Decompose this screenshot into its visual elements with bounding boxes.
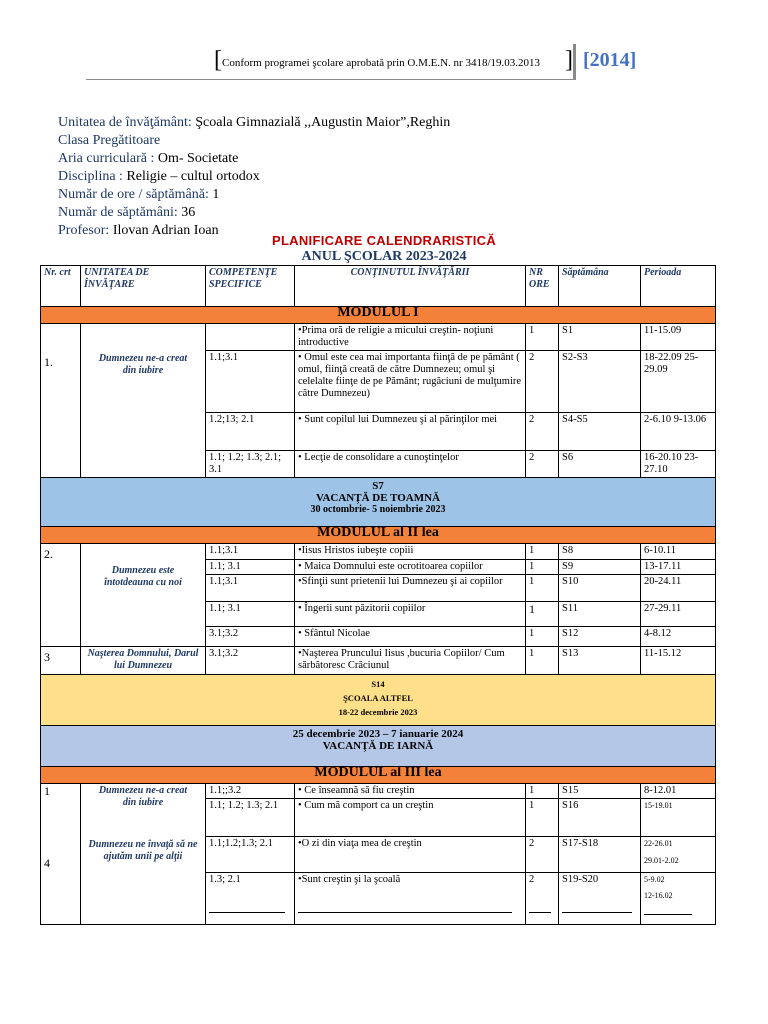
module-3-title: MODULUL al III lea (41, 767, 716, 784)
competence-cell: 1.1; 3.1 (206, 560, 295, 575)
period-cell: 6-10.11 (641, 544, 716, 560)
week-cell: S1 (559, 324, 641, 351)
period-cell: 11-15.09 (641, 324, 716, 351)
competence-cell (206, 324, 295, 351)
content-cell: •Naşterea Pruncului Iisus ,bucuria Copiilor/ Cum sărbătoresc Crăciunul (295, 647, 526, 675)
winter-vacation-row (41, 726, 716, 767)
period-cell: 11-15.12 (641, 647, 716, 675)
blank-line (529, 900, 555, 913)
week-cell: S15 (559, 784, 641, 799)
page-title: PLANIFICARE CALENDRARISTICĂ (271, 233, 497, 248)
period-cell: 22-26.01 29.01-2.02 (641, 837, 716, 873)
module-2-title: MODULUL al II lea (41, 527, 716, 544)
content-cell: • Ce înseamnă să fiu creştin (295, 784, 526, 799)
col-period: Perioada (641, 266, 716, 307)
week-cell: S2-S3 (559, 351, 641, 413)
class-line: Clasa Pregătitoare (58, 133, 161, 148)
col-hours: NR ORE (526, 266, 559, 307)
competence-cell: 1.1;3.1 (206, 544, 295, 560)
competence-cell: 1.1;;3.2 (206, 784, 295, 799)
week-cell: S6 (559, 451, 641, 478)
page-subtitle: ANUL ŞCOLAR 2023-2024 (301, 249, 467, 264)
hours-cell: 1 (526, 560, 559, 575)
unit-name: Dumnezeu ne-a creat din iubire (81, 324, 206, 478)
discipline-line: Disciplina : Religie – cultul ortodox (58, 169, 260, 184)
hours-cell: 1 (526, 602, 559, 627)
competence-cell: 1.3; 2.1 (206, 873, 295, 925)
table-row (41, 544, 716, 560)
blank-line (644, 902, 712, 915)
module-row (41, 307, 716, 324)
unit-name: Dumnezeu ne-a creat din iubire (98, 785, 188, 808)
content-cell: • Omul este cea mai importanta fiinţă de pe pământ ( omul, fiinţă creată de către Dumnezeu; omul şi celelalte fiinţe de pe Pământ; rugăciuni de mulţumire către Dumnezeu) (295, 351, 526, 413)
competence-cell: 1.1;1.2;1.3; 2.1 (206, 837, 295, 873)
hours-cell: 1 (526, 627, 559, 647)
school-line: Unitatea de învăţământ: Şcoala Gimnazială ,,Augustin Maior”,Reghin (58, 115, 451, 130)
content-cell: • Sunt copilul lui Dumnezeu şi al părinţilor mei (295, 413, 526, 451)
col-unit: UNITATEA DE ÎNVĂŢARE (81, 266, 206, 307)
period-cell: 8-12.01 (641, 784, 716, 799)
vacation-title: VACANŢĂ DE TOAMNĂ (315, 492, 441, 504)
module-row (41, 527, 716, 544)
col-week: Săptămâna (559, 266, 641, 307)
blank-line (209, 900, 291, 913)
content-cell: • Cum mă comport ca un creştin (295, 799, 526, 837)
content-cell: • Îngerii sunt păzitorii copiilor (295, 602, 526, 627)
week-cell: S13 (559, 647, 641, 675)
module-row (41, 767, 716, 784)
hours-cell: 1 (526, 799, 559, 837)
winter-dates: 25 decembrie 2023 – 7 ianuarie 2024 (292, 728, 464, 740)
unit-name: Dumnezeu este întotdeauna cu noi (81, 544, 206, 647)
header-divider (573, 44, 576, 80)
hours-cell: 2 (526, 451, 559, 478)
hours-cell: 2 (526, 873, 559, 925)
table-row (41, 647, 716, 675)
hours-cell: 1 (526, 647, 559, 675)
unit-name: Naşterea Domnului, Darul lui Dumnezeu (81, 647, 206, 675)
hours-line: Număr de ore / săptămână: 1 (58, 187, 220, 202)
altfel-dates: 18-22 decembrie 2023 (338, 707, 418, 717)
row-number: 1. (41, 324, 81, 478)
blank-line (298, 900, 522, 913)
content-cell: • Sfântul Nicolae (295, 627, 526, 647)
row-number: 2. (41, 544, 81, 647)
document-info (58, 114, 450, 240)
bracket-close: ] (565, 47, 573, 73)
competence-cell: 3.1;3.2 (206, 647, 295, 675)
hours-cell: 1 (526, 544, 559, 560)
competence-cell: 1.1; 1.2; 1.3; 2.1 (206, 799, 295, 837)
week-cell: S12 (559, 627, 641, 647)
hours-cell: 1 (526, 324, 559, 351)
row-number-group (41, 784, 81, 925)
week-cell: S4-S5 (559, 413, 641, 451)
winter-title: VACANŢĂ DE IARNĂ (322, 740, 434, 752)
hours-cell: 1 (526, 575, 559, 602)
row-number: 4 (44, 856, 50, 870)
week-cell: S16 (559, 799, 641, 837)
content-cell: •Sfinţii sunt prietenii lui Dumnezeu şi ai copiilor (295, 575, 526, 602)
planning-table (40, 265, 716, 925)
unit-group (81, 784, 206, 925)
week-cell: S11 (559, 602, 641, 627)
week-cell: S19-S20 (559, 873, 641, 925)
altfel-title: ŞCOALA ALTFEL (343, 693, 413, 703)
vacation-week: S7 (372, 480, 384, 492)
competence-cell: 3.1;3.2 (206, 627, 295, 647)
content-cell: •Prima oră de religie a micului creştin- noţiuni introductive (295, 324, 526, 351)
unit-name: Dumnezeu ne învaţă să ne ajutăm unii pe alţii (88, 839, 198, 862)
col-content: CONŢINUTUL ÎNVĂŢĂRII (295, 266, 526, 307)
period-cell: 4-8.12 (641, 627, 716, 647)
competence-cell: 1.2;13; 2.1 (206, 413, 295, 451)
teacher-line: Profesor: Ilovan Adrian Ioan (58, 223, 219, 238)
competence-cell: 1.1;3.1 (206, 351, 295, 413)
competence-cell: 1.1; 3.1 (206, 602, 295, 627)
area-line: Aria curriculară : Om- Societate (58, 151, 239, 166)
vacation-row (41, 478, 716, 527)
vacation-dates: 30 octombrie- 5 noiembrie 2023 (310, 504, 446, 515)
altfel-week: S14 (371, 679, 385, 689)
period-cell: 13-17.11 (641, 560, 716, 575)
week-cell: S17-S18 (559, 837, 641, 873)
program-reference-text: Conform programei şcolare aprobată prin O.M.E.N. nr 3418/19.03.2013 (222, 57, 541, 69)
table-header-row (41, 266, 716, 307)
school-altfel-row (41, 675, 716, 726)
row-number: 1 (44, 784, 50, 798)
module-1-title: MODULUL I (41, 307, 716, 324)
period-cell: 5-9.02 12-16.02 (641, 873, 716, 925)
program-year: [2014] (583, 49, 637, 71)
weeks-line: Număr de săptămâni: 36 (58, 205, 196, 220)
content-cell: •Sunt creştin şi la şcoală (295, 873, 526, 925)
row-number: 3 (41, 647, 81, 675)
table-row (41, 784, 716, 799)
week-cell: S10 (559, 575, 641, 602)
content-cell: • Maica Domnului este ocrotitoarea copiilor (295, 560, 526, 575)
bracket-open: [ (214, 47, 222, 73)
hours-cell: 2 (526, 837, 559, 873)
col-comp: COMPETENŢE SPECIFICE (206, 266, 295, 307)
program-reference (210, 44, 650, 78)
week-cell: S8 (559, 544, 641, 560)
hours-cell: 2 (526, 413, 559, 451)
period-cell: 2-6.10 9-13.06 (641, 413, 716, 451)
competence-cell: 1.1;3.1 (206, 575, 295, 602)
week-cell: S9 (559, 560, 641, 575)
period-cell: 16-20.10 23-27.10 (641, 451, 716, 478)
hours-cell: 1 (526, 784, 559, 799)
content-cell: •Iisus Hristos iubeşte copiii (295, 544, 526, 560)
competence-cell: 1.1; 1.2; 1.3; 2.1; 3.1 (206, 451, 295, 478)
col-nr: Nr. crt (41, 266, 81, 307)
blank-line (562, 900, 637, 913)
table-row (41, 324, 716, 351)
content-cell: •O zi din viaţa mea de creştin (295, 837, 526, 873)
header-rule (86, 79, 573, 80)
content-cell: • Lecţie de consolidare a cunoştinţelor (295, 451, 526, 478)
period-cell: 18-22.09 25-29.09 (641, 351, 716, 413)
period-cell: 27-29.11 (641, 602, 716, 627)
period-cell: 15-19.01 (641, 799, 716, 837)
period-cell: 20-24.11 (641, 575, 716, 602)
hours-cell: 2 (526, 351, 559, 413)
